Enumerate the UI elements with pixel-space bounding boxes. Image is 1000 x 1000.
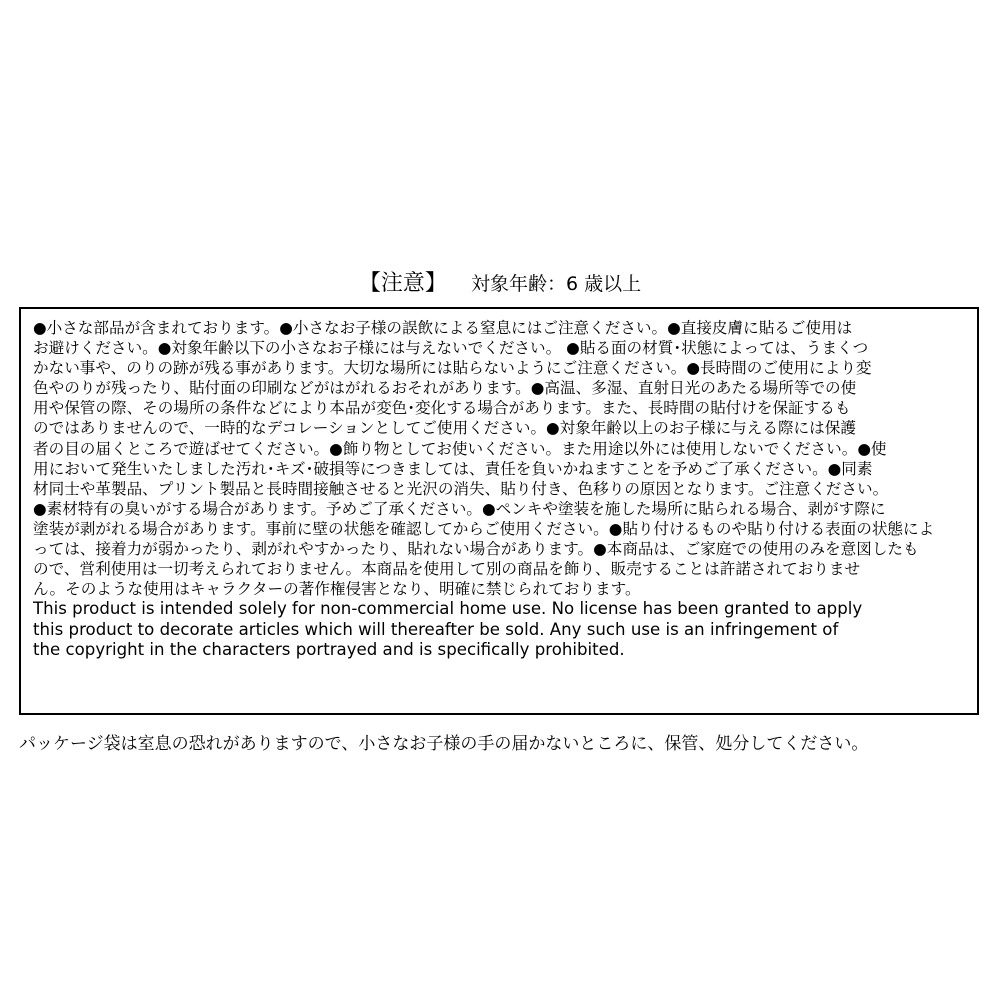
notice-jp-line: ●素材特有の臭いがする場合があります。予めご了承ください。●ペンキや塗装を施した場所に貼られる場合、剥がす際に [33,499,886,518]
caution-heading [0,266,1000,302]
target-age-label: 対象年齢：6 歳以上 [470,273,642,295]
notice-en-line: This product is intended solely for non-commercial home use. No license has been granted to apply [33,599,863,619]
notice-jp-line: ●小さな部品が含まれております。●小さなお子様の誤飲による窒息にはご注意ください。●直接皮膚に貼るご使用は [33,319,853,337]
notice-box [19,307,979,715]
caution-title: 【注意】 [358,271,447,296]
notice-en-line: this product to decorate articles which will thereafter be sold. Any such use is an infringement of [33,619,839,639]
notice-jp-line: お避けください。●対象年齢以下の小さなお子様には与えないでください。 ●貼る面の材質･状態によっては、うまくつ [33,339,869,358]
notice-jp-line: 用や保管の際、その場所の条件などにより本品が変色･変化する場合があります。また、長時間の貼付けを保証するも [33,399,851,418]
notice-jp-line: 色やのりが残ったり、貼付面の印刷などがはがれるおそれがあります。●高温、多湿、直射日光のあたる場所等での使 [33,379,857,398]
notice-jp-line: ん。そのような使用はキャラクターの著作権侵害となり、明確に禁じられております。 [33,580,641,599]
notice-jp-line: のではありませんので、一時的なデコレーションとしてご使用ください。●対象年齢以上のお子様に与える際には保護 [33,419,856,438]
notice-jp-line: 塗装が剥がれる場合があります。事前に壁の状態を確認してからご使用ください。●貼り付けるものや貼り付ける表面の状態によ [33,519,935,538]
notice-jp-line: ので、営利使用は一切考えられておりません。本商品を使用して別の商品を飾り、販売することは許諾されておりませ [33,560,861,579]
notice-jp-line: 材同士や革製品、プリント製品と長時間接触させると光沢の消失、貼り付き、色移りの原因となります。ご注意ください。 [33,479,889,498]
notice-jp-line: かない事や、のりの跡が残る事があります。大切な場所には貼らないようにご注意ください。●長時間のご使用により変 [33,359,872,378]
notice-jp-line: っては、接着力が弱かったり、剥がれやすかったり、貼れない場合があります。●本商品は、ご家庭での使用のみを意図したも [33,540,919,559]
notice-jp-line: 用において発生いたしました汚れ･キズ･破損等につきましては、責任を負いかねますことを予めご了承ください。●同素 [33,459,873,478]
notice-jp-line: 者の目の届くところで遊ばせてください。●飾り物としてお使いください。また用途以外には使用しないでください。●使 [33,439,887,458]
package-bag-warning: パッケージ袋は室息の恐れがありますので、小さなお子様の手の届かないところに、保管、処分してください。 [19,734,869,754]
notice-en-line: the copyright in the characters portrayed and is specifically prohibited. [33,640,625,660]
